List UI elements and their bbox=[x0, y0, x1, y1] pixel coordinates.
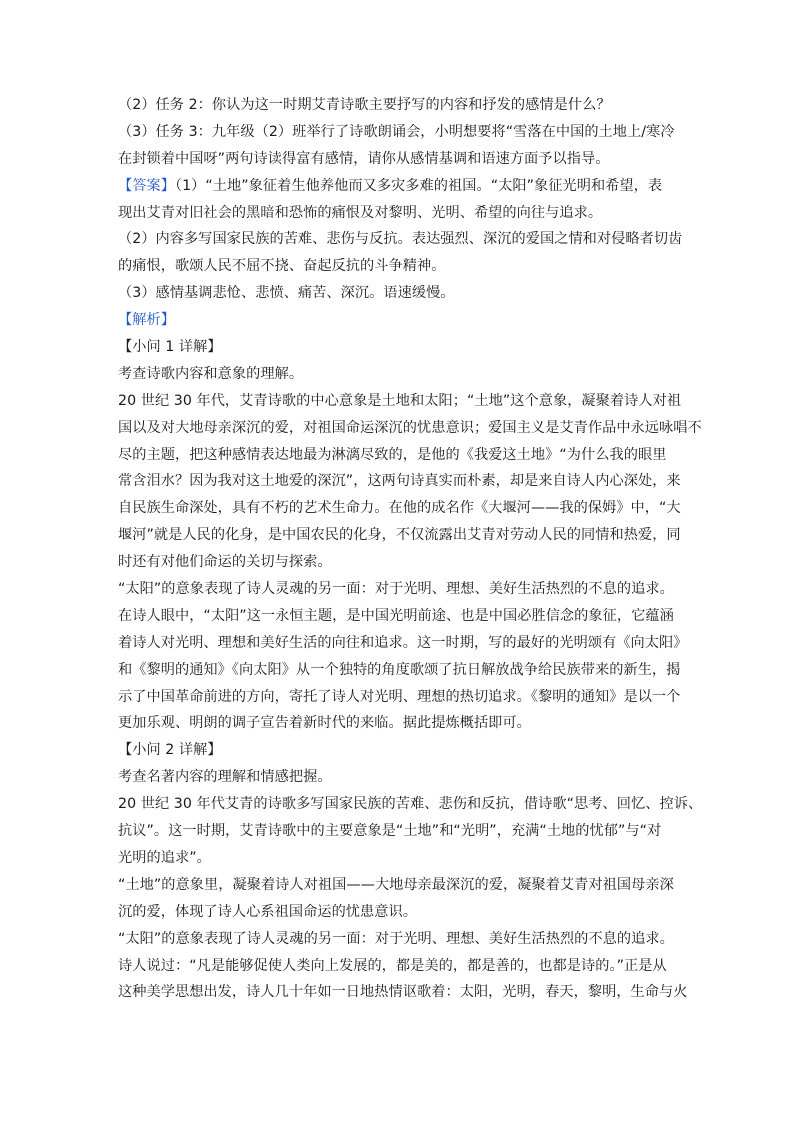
text-line bbox=[118, 845, 678, 872]
line-text: “太阳”的意象表现了诗人灵魂的另一面：对于光明、理想、美好生活热烈的不息的追求。 bbox=[118, 581, 674, 598]
line-text: （2）任务 2：你认为这一时期艾青诗歌主要抒写的内容和抒发的感情是什么？ bbox=[118, 97, 611, 113]
line-text: 示了中国革命前进的方向，寄托了诗人对光明、理想的热切追求。《黎明的通知》是以一个 bbox=[118, 688, 681, 705]
text-line bbox=[118, 818, 678, 845]
line-text: 考查名著内容的理解和情感把握。 bbox=[118, 769, 332, 786]
line-text: 时还有对他们命运的关切与探索。 bbox=[118, 554, 332, 571]
text-line bbox=[118, 603, 678, 630]
text-line bbox=[118, 710, 678, 737]
line-text: 这种美学思想出发，诗人几十年如一日地热情讴歌着：太阳，光明，春天，黎明，生命与火 bbox=[118, 984, 688, 1001]
text-line bbox=[118, 280, 678, 307]
text-line bbox=[118, 388, 682, 415]
line-text: 自民族生命深处，具有不朽的艺术生命力。在他的成名作《大堰河——我的保姆》中，“大 bbox=[118, 500, 681, 517]
text-line bbox=[118, 549, 678, 576]
text-line bbox=[118, 173, 678, 200]
line-text: 【小问 1 详解】 bbox=[118, 339, 222, 356]
text-line bbox=[118, 200, 678, 227]
line-text: 在诗人眼中，“太阳”这一永恒主题，是中国光明前途、也是中国必胜信念的象征，它蕴涵 bbox=[118, 607, 674, 624]
text-line bbox=[118, 630, 688, 657]
text-line bbox=[118, 334, 678, 361]
line-text: （3）任务 3：九年级（2）班举行了诗歌朗诵会，小明想要将“雪落在中国的土地上/寒冷 bbox=[118, 123, 675, 140]
section-tag: 【答案】 bbox=[118, 177, 175, 194]
line-text: （2）内容多写国家民族的苦难、悲伤与反抗。表达强烈、深沉的爱国之情和对侵略者切齿 bbox=[118, 231, 683, 248]
line-text: 尽的主题，把这种感情表达地最为淋漓尽致的，是他的《我爱这土地》“为什么我的眼里 bbox=[118, 446, 667, 463]
line-text: 现出艾青对旧社会的黑暗和恐怖的痛恨及对黎明、光明、希望的向往与追求。 bbox=[118, 204, 603, 221]
text-line bbox=[118, 415, 702, 442]
line-text: 抗议”。这一时期，艾青诗歌中的主要意象是“土地”和“光明”，充满“土地的忧郁”与“对 bbox=[118, 823, 662, 840]
section-tag: 【解析】 bbox=[118, 312, 175, 329]
text-line bbox=[118, 361, 678, 388]
line-text: 沉的爱，体现了诗人心系祖国命运的忧患意识。 bbox=[118, 903, 417, 920]
text-line bbox=[118, 468, 681, 495]
text-line bbox=[118, 307, 678, 334]
text-line bbox=[118, 226, 683, 253]
text-line bbox=[118, 979, 688, 1006]
line-text: “太阳”的意象表现了诗人灵魂的另一面：对于光明、理想、美好生活热烈的不息的追求。 bbox=[118, 930, 674, 947]
text-line bbox=[118, 872, 678, 899]
text-line bbox=[118, 737, 678, 764]
line-text: 常含泪水？因为我对这土地爱的深沉”，这两句诗真实而朴素，却是来自诗人内心深处，来 bbox=[118, 473, 681, 490]
line-text: （1）“土地”象征着生他养他而又多灾多难的祖国。“太阳”象征光明和希望，表 bbox=[174, 177, 663, 194]
line-text: 【小问 2 详解】 bbox=[118, 742, 222, 759]
text-line bbox=[118, 791, 703, 818]
text-line bbox=[118, 684, 681, 711]
line-text: 更加乐观、明朗的调子宣告着新时代的来临。据此提炼概括即可。 bbox=[118, 715, 531, 732]
text-line bbox=[118, 926, 678, 953]
text-line bbox=[118, 119, 678, 146]
line-text: 堰河”就是人民的化身，是中国农民的化身，不仅流露出艾青对劳动人民的同情和热爱，同 bbox=[118, 527, 681, 544]
text-line bbox=[118, 442, 678, 469]
line-text: “土地”的意象里，凝聚着诗人对祖国——大地母亲最深沉的爱，凝聚着艾青对祖国母亲深 bbox=[118, 876, 674, 893]
text-line bbox=[118, 657, 681, 684]
text-line bbox=[118, 146, 678, 173]
text-line bbox=[118, 522, 681, 549]
text-line bbox=[118, 92, 678, 119]
text-line bbox=[118, 253, 678, 280]
line-text: 和《黎明的通知》《向太阳》从一个独特的角度歌颂了抗日解放战争给民族带来的新生，揭 bbox=[118, 661, 681, 678]
text-line bbox=[118, 495, 681, 522]
line-text: 考查诗歌内容和意象的理解。 bbox=[118, 365, 304, 382]
text-line bbox=[118, 764, 678, 791]
text-line bbox=[118, 899, 678, 926]
document-page bbox=[118, 92, 703, 1006]
line-text: 光明的追求”。 bbox=[118, 849, 211, 866]
line-text: 的痛恨，歌颂人民不屈不挠、奋起反抗的斗争精神。 bbox=[118, 258, 446, 275]
text-line bbox=[118, 953, 678, 980]
line-text: （3）感情基调悲怆、悲愤、痛苦、深沉。语速缓慢。 bbox=[118, 285, 455, 302]
line-text: 20 世纪 30 年代艾青的诗歌多写国家民族的苦难、悲伤和反抗，借诗歌“思考、回忆、控诉、 bbox=[118, 796, 703, 813]
line-text: 着诗人对光明、理想和美好生活的向往和追求。这一时期，写的最好的光明颂有《向太阳》 bbox=[118, 634, 688, 651]
line-text: 国以及对大地母亲深沉的爱，对祖国命运深沉的忧患意识；爱国主义是艾青作品中永远咏唱不 bbox=[118, 419, 702, 436]
line-text: 20 世纪 30 年代，艾青诗歌的中心意象是土地和太阳；“土地”这个意象，凝聚着诗人对祖 bbox=[118, 392, 682, 409]
line-text: 诗人说过：“凡是能够促使人类向上发展的，都是美的，都是善的，也都是诗的。”正是从 bbox=[118, 957, 667, 974]
text-line bbox=[118, 576, 678, 603]
line-text: 在封锁着中国呀”两句诗读得富有感情，请你从感情基调和语速方面予以指导。 bbox=[118, 150, 610, 167]
